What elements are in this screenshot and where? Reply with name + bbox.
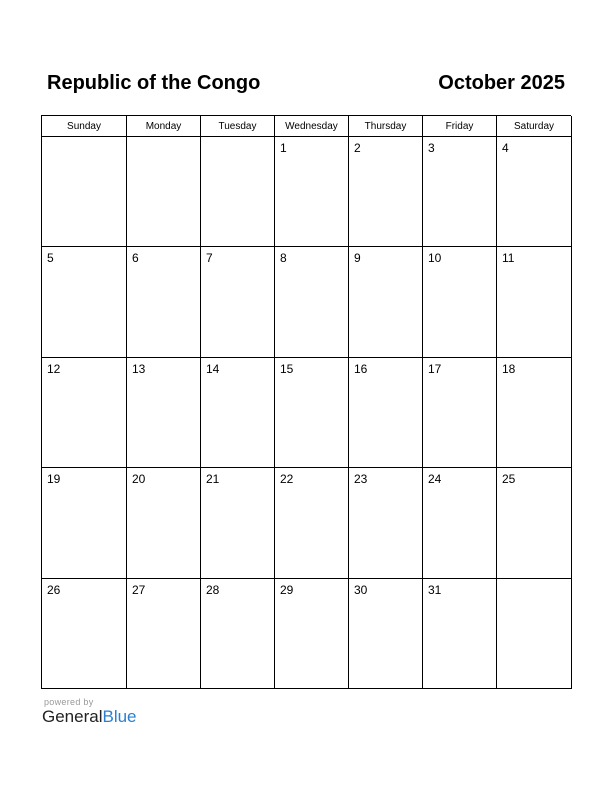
weekday-header: Saturday <box>497 116 572 137</box>
day-cell: 7 <box>201 247 275 357</box>
day-cell <box>42 137 127 247</box>
day-cell: 9 <box>349 247 423 357</box>
day-cell: 10 <box>423 247 497 357</box>
day-cell <box>127 137 201 247</box>
day-cell: 12 <box>42 358 127 468</box>
brand-part-blue: Blue <box>102 707 137 726</box>
day-cell: 16 <box>349 358 423 468</box>
calendar-grid <box>41 115 571 689</box>
day-cell: 6 <box>127 247 201 357</box>
day-cell: 1 <box>275 137 349 247</box>
day-cell: 3 <box>423 137 497 247</box>
generalblue-logo <box>42 707 137 727</box>
day-cell: 2 <box>349 137 423 247</box>
day-cell: 26 <box>42 579 127 689</box>
weekday-header: Friday <box>423 116 497 137</box>
weekday-header: Sunday <box>42 116 127 137</box>
day-cell: 22 <box>275 468 349 578</box>
day-cell <box>497 579 572 689</box>
day-cell: 8 <box>275 247 349 357</box>
weekday-header: Tuesday <box>201 116 275 137</box>
day-cell: 25 <box>497 468 572 578</box>
day-cell: 28 <box>201 579 275 689</box>
day-cell <box>201 137 275 247</box>
weekday-header: Wednesday <box>275 116 349 137</box>
day-cell: 31 <box>423 579 497 689</box>
day-cell: 23 <box>349 468 423 578</box>
day-cell: 5 <box>42 247 127 357</box>
day-cell: 30 <box>349 579 423 689</box>
day-cell: 24 <box>423 468 497 578</box>
weekday-header: Monday <box>127 116 201 137</box>
footer-branding <box>42 697 137 727</box>
day-cell: 29 <box>275 579 349 689</box>
day-cell: 21 <box>201 468 275 578</box>
day-cell: 11 <box>497 247 572 357</box>
country-title: Republic of the Congo <box>47 72 261 94</box>
day-cell: 4 <box>497 137 572 247</box>
day-cell: 13 <box>127 358 201 468</box>
day-cell: 20 <box>127 468 201 578</box>
day-cell: 17 <box>423 358 497 468</box>
powered-by-text: powered by <box>44 697 94 707</box>
day-cell: 14 <box>201 358 275 468</box>
brand-part-general: General <box>42 707 103 726</box>
day-cell: 18 <box>497 358 572 468</box>
month-year-title: October 2025 <box>438 72 565 94</box>
day-cell: 27 <box>127 579 201 689</box>
day-cell: 19 <box>42 468 127 578</box>
weekday-header: Thursday <box>349 116 423 137</box>
day-cell: 15 <box>275 358 349 468</box>
